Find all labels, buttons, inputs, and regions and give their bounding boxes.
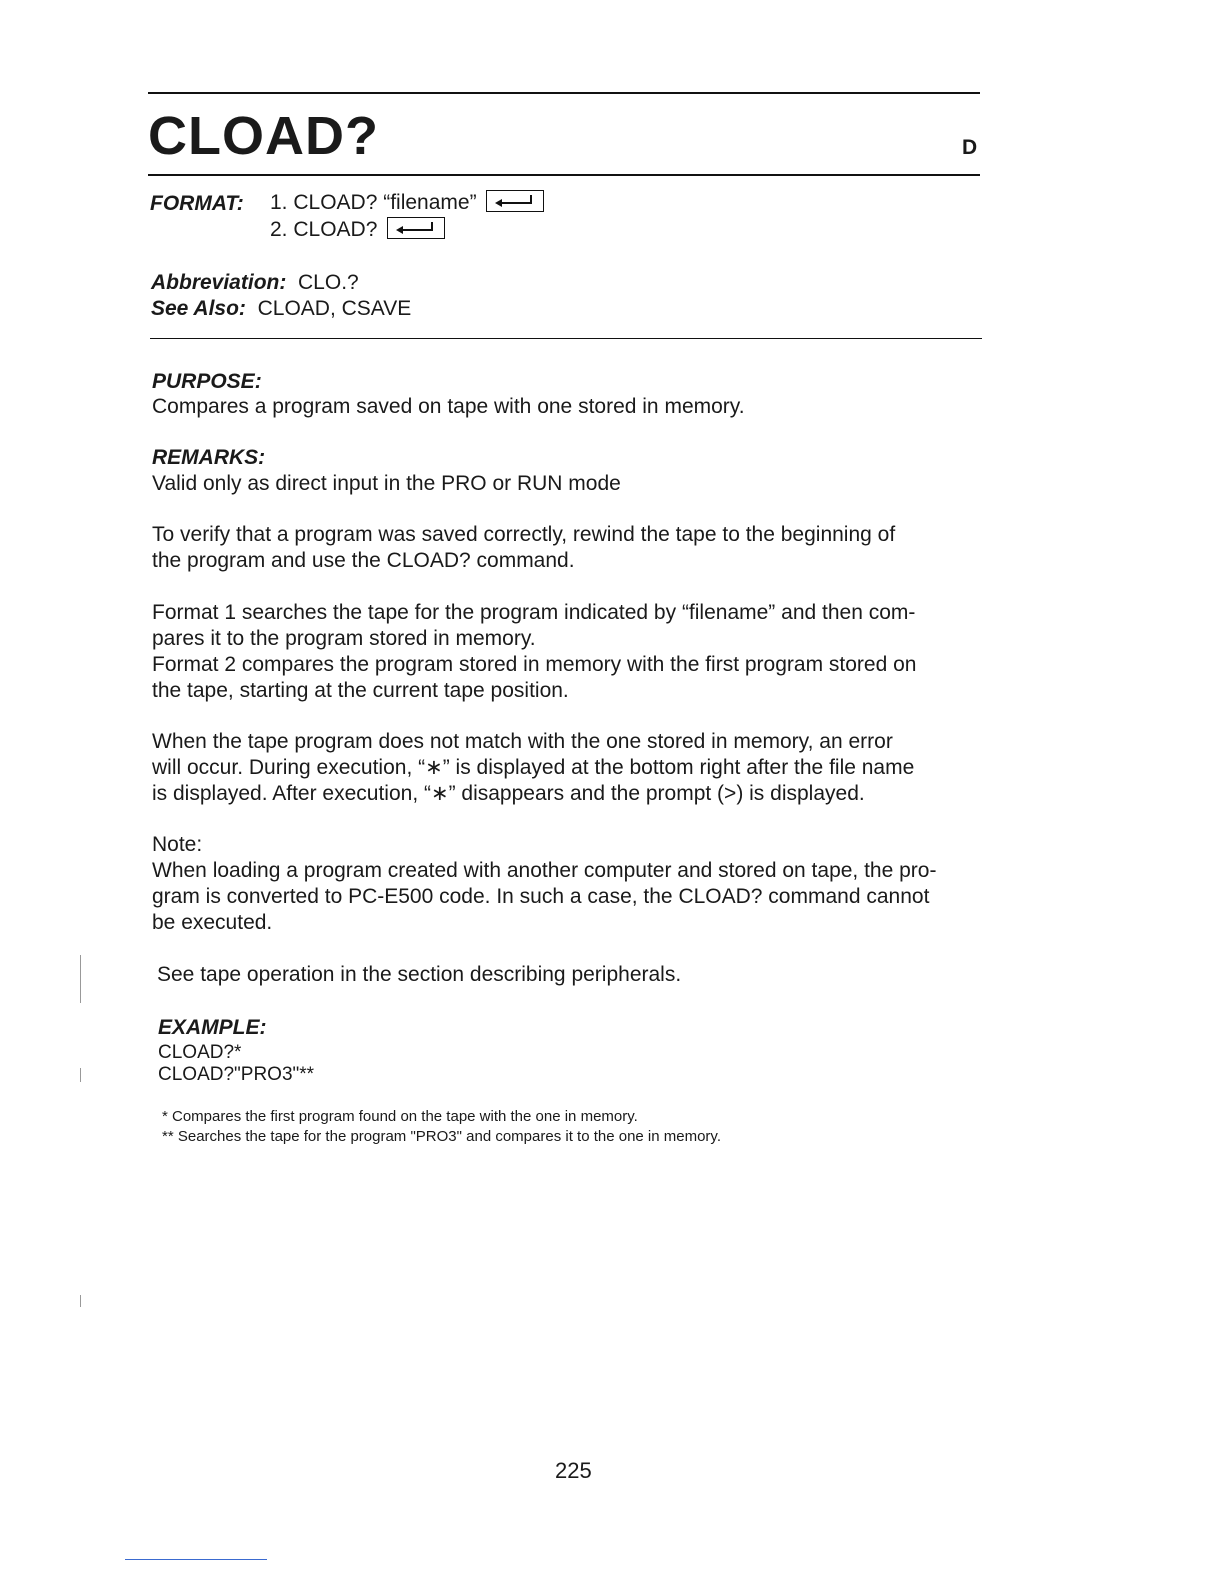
footnote-2: ** Searches the tape for the program "PRO3" and compares it to the one in memory.: [162, 1128, 721, 1145]
remarks-paragraph-3-line-3: Format 2 compares the program stored in memory with the first program stored on: [152, 653, 917, 676]
remarks-paragraph-3-line-1: Format 1 searches the tape for the program indicated by “filename” and then com-: [152, 601, 916, 624]
section-letter: D: [962, 136, 978, 159]
remarks-paragraph-4-line-3: is displayed. After execution, “∗” disappears and the prompt (>) is displayed.: [152, 782, 865, 805]
see-also-line: [151, 296, 411, 322]
page-title: CLOAD?: [148, 106, 379, 166]
top-rule: [148, 92, 980, 94]
example-line-2: CLOAD?"PRO3"**: [158, 1064, 315, 1085]
remarks-paragraph-4-line-2: will occur. During execution, “∗” is displayed at the bottom right after the file name: [152, 756, 915, 779]
remarks-heading: REMARKS:: [152, 446, 266, 469]
section-rule: [150, 338, 982, 339]
enter-key-icon: [486, 190, 544, 212]
example-line-1: CLOAD?*: [158, 1042, 242, 1063]
note-label: Note:: [152, 833, 203, 856]
scan-edge-line: [125, 1559, 267, 1560]
enter-key-icon: [387, 217, 445, 239]
purpose-text: Compares a program saved on tape with one stored in memory.: [152, 395, 745, 418]
purpose-heading: PURPOSE:: [152, 370, 262, 393]
format-line-1: [270, 190, 544, 216]
margin-mark: [80, 1295, 81, 1307]
remarks-paragraph-4-line-1: When the tape program does not match with the one stored in memory, an error: [152, 730, 893, 753]
remarks-paragraph-2-line-1: To verify that a program was saved correctly, rewind the tape to the beginning of: [152, 523, 896, 546]
see-also-value: CLOAD, CSAVE: [257, 297, 412, 320]
remarks-paragraph-5: See tape operation in the section describing peripherals.: [157, 963, 682, 986]
format-label: FORMAT:: [150, 192, 244, 215]
format-line-2: [270, 217, 445, 243]
abbreviation-value: CLO.?: [298, 271, 359, 294]
note-line-1: When loading a program created with another computer and stored on tape, the pro-: [152, 859, 937, 882]
note-line-2: gram is converted to PC-E500 code. In such a case, the CLOAD? command cannot: [152, 885, 930, 908]
abbreviation-line: [151, 270, 359, 296]
remarks-paragraph-1: Valid only as direct input in the PRO or RUN mode: [152, 472, 621, 495]
remarks-paragraph-3-line-4: the tape, starting at the current tape position.: [152, 679, 569, 702]
title-rule: [148, 174, 980, 176]
margin-mark: [80, 955, 81, 1003]
see-also-label: See Also:: [151, 297, 246, 320]
remarks-paragraph-3-line-2: pares it to the program stored in memory.: [152, 627, 536, 650]
format-line-2-text: 2. CLOAD?: [270, 218, 378, 241]
footnote-1: * Compares the first program found on the tape with the one in memory.: [162, 1108, 638, 1125]
example-heading: EXAMPLE:: [158, 1016, 267, 1039]
page-number: 225: [555, 1458, 592, 1483]
margin-mark: [80, 1068, 81, 1082]
remarks-paragraph-2-line-2: the program and use the CLOAD? command.: [152, 549, 575, 572]
format-line-1-text: 1. CLOAD? “filename”: [270, 191, 477, 214]
note-line-3: be executed.: [152, 911, 273, 934]
abbreviation-label: Abbreviation:: [151, 271, 287, 294]
